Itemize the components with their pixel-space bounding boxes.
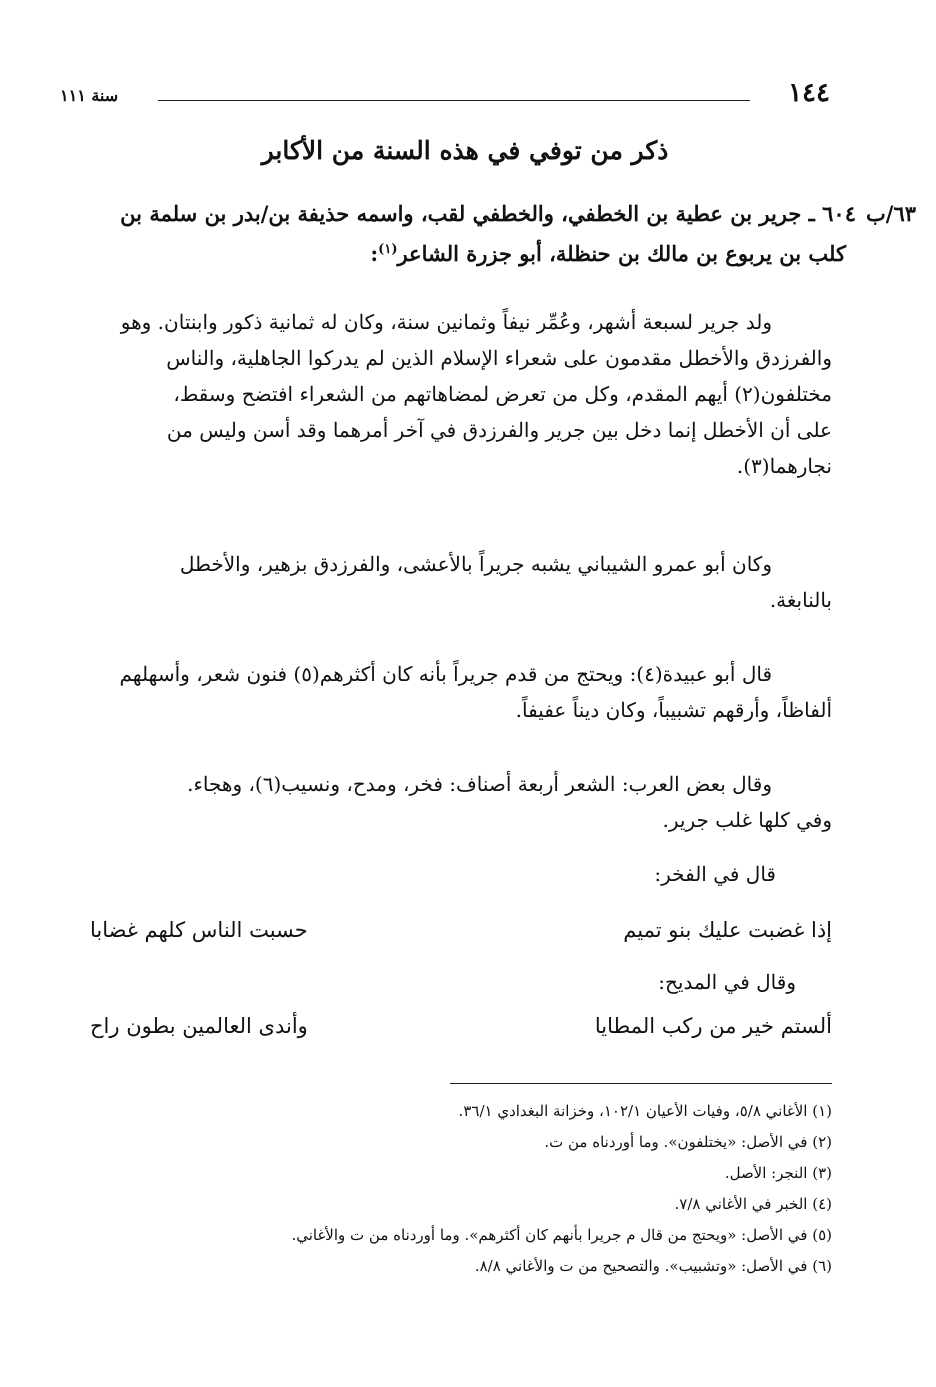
verse-intro-praise: وقال في المديح: — [658, 970, 796, 994]
running-head-year: سنة ١١١ — [60, 86, 119, 105]
paragraph-line: وقال بعض العرب: الشعر أربعة أصناف: فخر، ومدح، ونسيب(٦)، وهجاء. — [187, 772, 772, 796]
paragraph-1 — [70, 304, 832, 484]
entry-heading-line-2: كلب بن يربوع بن مالك بن حنظلة، أبو جزرة الشاعر — [397, 241, 846, 266]
verse-1-second-hemistich: حسبت الناس كلهم غضابا — [90, 918, 308, 942]
footnote-rule — [450, 1083, 832, 1084]
verse-2 — [90, 1014, 832, 1050]
paragraph-line: قال أبو عبيدة(٤): ويحتج من قدم جريراً بأنه كان أكثرهم(٥) فنون شعر، وأسهلهم — [119, 662, 772, 686]
verse-1 — [90, 918, 832, 954]
heading-colon: : — [370, 241, 379, 266]
verse-intro-pride: قال في الفخر: — [654, 862, 776, 886]
paragraph-line: مختلفون(٢) أيهم المقدم، وكل من تعرض لمضاهاتهم من الشعراء افتضح وسقط، — [173, 382, 832, 406]
footnote: (٣) النجر: الأصل. — [724, 1164, 832, 1182]
paragraph-line: والفرزدق والأخطل مقدمون على شعراء الإسلام الذين لم يدركوا الجاهلية، والناس — [166, 346, 832, 370]
paragraph-line: ألفاظاً، وأرقهم تشبيباً، وكان ديناً عفيفاً. — [515, 698, 832, 722]
page-number: ١٤٤ — [788, 78, 830, 108]
paragraph-line: بالنابغة. — [769, 588, 832, 612]
paragraph-line: على أن الأخطل إنما دخل بين جرير والفرزدق في آخر أمرهما وقد أسن وليس من — [166, 418, 832, 442]
footnotes — [150, 1096, 832, 1282]
footnote: (٥) في الأصل: «ويحتج من قال م جريرا بأنهم كان أكثرهم». وما أوردناه من ت والأغاني. — [291, 1226, 832, 1244]
manuscript-folio-ref: ٦٣/ب — [865, 201, 916, 226]
entry-heading-line-1: ٦٠٤ ـ جرير بن عطية بن الخطفي، والخطفي لقب، واسمه حذيفة بن/بدر بن سلمة بن — [120, 201, 856, 226]
entry-heading — [66, 196, 916, 272]
footnote: (٦) في الأصل: «وتشبيب». والتصحيح من ت والأغاني ٨/٨. — [474, 1257, 832, 1275]
paragraph-line: ولد جرير لسبعة أشهر، وعُمِّر نيفاً وثمانين سنة، وكان له ثمانية ذكور وابنتان. وهو — [120, 310, 772, 334]
verse-2-first-hemistich: ألستم خير من ركب المطايا — [594, 1014, 832, 1038]
paragraph-line: نجارهما(٣). — [736, 454, 832, 478]
paragraph-2 — [70, 546, 832, 618]
header-rule — [158, 100, 750, 101]
paragraph-line: وكان أبو عمرو الشيباني يشبه جريراً بالأعشى، والفرزدق بزهير، والأخطل — [179, 552, 772, 576]
verse-1-first-hemistich: إذا غضبت عليك بنو تميم — [623, 918, 832, 942]
page-header — [60, 78, 830, 118]
verse-2-second-hemistich: وأندى العالمين بطون راح — [90, 1014, 308, 1038]
paragraph-3 — [70, 656, 832, 728]
footnote: (٢) في الأصل: «يختلفون». وما أوردناه من ت. — [544, 1133, 832, 1151]
footnote-marker: (١) — [378, 242, 398, 257]
section-title: ذكر من توفي في هذه السنة من الأكابر — [261, 136, 669, 165]
paragraph-4 — [70, 766, 832, 838]
paragraph-line: وفي كلها غلب جرير. — [662, 808, 832, 832]
footnote: (٤) الخبر في الأغاني ٧/٨. — [674, 1195, 832, 1213]
footnote: (١) الأغاني ٥/٨، وفيات الأعيان ١٠٢/١، وخزانة البغدادي ٣٦/١. — [458, 1102, 832, 1120]
